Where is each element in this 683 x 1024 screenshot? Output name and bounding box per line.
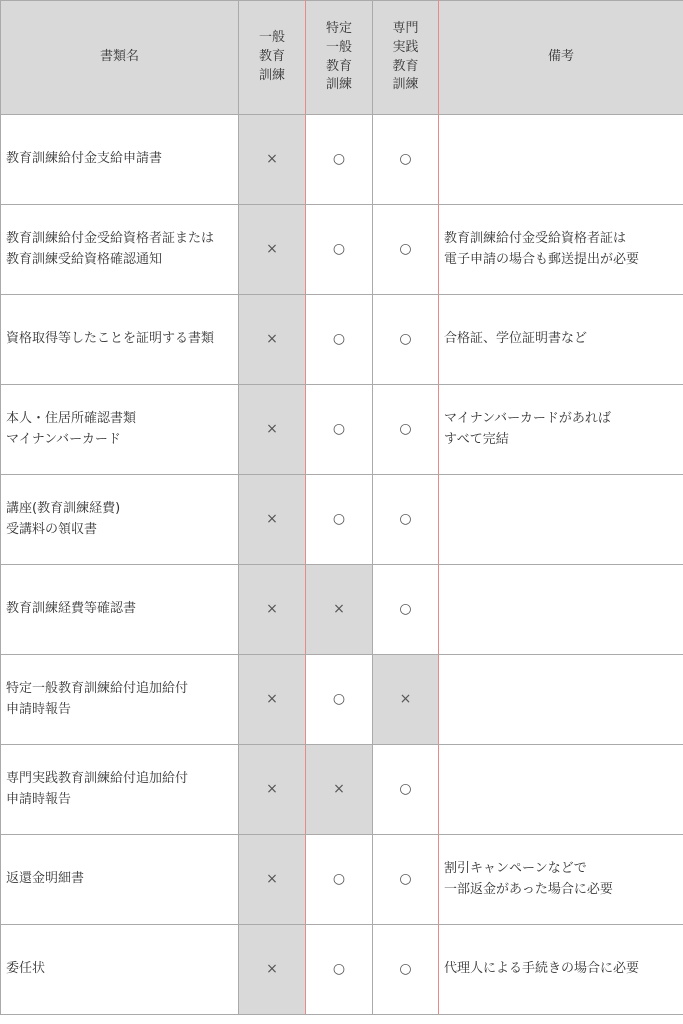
- note-cell-text: 合格証、学位証明書など: [444, 331, 588, 347]
- professional-training-cell-text: ○: [399, 601, 412, 618]
- specific-general-training-cell: [306, 385, 373, 475]
- professional-training-cell-text: ○: [399, 961, 412, 978]
- document-name-cell: [1, 475, 239, 565]
- note-cell: [439, 475, 683, 565]
- document-name-cell-text: 専門実践教育訓練給付追加給付 申請時報告: [6, 770, 189, 807]
- general-training-cell: [239, 295, 306, 385]
- professional-training-cell-text: ×: [399, 691, 412, 708]
- general-training-cell: [239, 835, 306, 925]
- professional-training-cell-text: ○: [399, 871, 412, 888]
- document-name-cell-text: 教育訓練給付金受給資格者証または 教育訓練受給資格確認通知: [6, 230, 215, 267]
- header-row: [1, 1, 683, 115]
- document-name-cell: [1, 745, 239, 835]
- note-cell: [439, 205, 683, 295]
- note-cell-text: 代理人による手続きの場合に必要: [444, 961, 640, 977]
- professional-training-cell: [373, 655, 439, 745]
- specific-general-training-cell: [306, 565, 373, 655]
- professional-training-cell-text: ○: [399, 241, 412, 258]
- professional-training-cell: [373, 835, 439, 925]
- specific-general-training-cell-text: ○: [332, 961, 346, 978]
- specific-general-training-cell: [306, 115, 373, 205]
- note-cell: [439, 835, 683, 925]
- header-note: 備考: [439, 1, 683, 115]
- professional-training-cell-text: ○: [399, 421, 412, 438]
- table-row: [1, 835, 683, 925]
- general-training-cell-text: ×: [266, 241, 278, 258]
- specific-general-training-cell: [306, 745, 373, 835]
- general-training-cell-text: ×: [266, 961, 278, 978]
- table-row: [1, 115, 683, 205]
- professional-training-cell: [373, 295, 439, 385]
- specific-general-training-cell-text: ×: [333, 601, 345, 618]
- general-training-cell: [239, 565, 306, 655]
- general-training-cell-text: ×: [266, 151, 278, 168]
- note-cell: [439, 925, 683, 1015]
- note-cell-text: マイナンバーカードがあれば すべて完結: [444, 410, 611, 447]
- table-row: [1, 385, 683, 475]
- table-row: [1, 295, 683, 385]
- note-cell: [439, 565, 683, 655]
- general-training-cell: [239, 475, 306, 565]
- specific-general-training-cell-text: ○: [332, 241, 346, 258]
- document-name-cell-text: 教育訓練経費等確認書: [6, 601, 137, 617]
- specific-general-training-cell-text: ○: [332, 151, 346, 168]
- table-row: [1, 205, 683, 295]
- document-name-cell: [1, 925, 239, 1015]
- specific-general-training-cell-text: ○: [332, 691, 346, 708]
- specific-general-training-cell: [306, 835, 373, 925]
- specific-general-training-cell: [306, 205, 373, 295]
- general-training-cell-text: ×: [266, 871, 278, 888]
- general-training-cell: [239, 115, 306, 205]
- specific-general-training-cell-text: ×: [333, 781, 345, 798]
- document-name-cell-text: 委任状: [6, 961, 46, 977]
- general-training-cell: [239, 205, 306, 295]
- header-general-training: 一般 教育 訓練: [239, 1, 306, 115]
- table-row: [1, 655, 683, 745]
- document-name-cell: [1, 385, 239, 475]
- document-name-cell-text: 資格取得等したことを証明する書類: [6, 331, 215, 347]
- header-professional-training: 専門 実践 教育 訓練: [373, 1, 439, 115]
- general-training-cell-text: ×: [266, 331, 278, 348]
- professional-training-cell: [373, 925, 439, 1015]
- general-training-cell-text: ×: [266, 781, 278, 798]
- document-name-cell-text: 講座(教育訓練経費) 受講料の領収書: [6, 500, 121, 537]
- professional-training-cell-text: ○: [399, 151, 412, 168]
- document-name-cell: [1, 205, 239, 295]
- specific-general-training-cell-text: ○: [332, 871, 346, 888]
- professional-training-cell-text: ○: [399, 331, 412, 348]
- document-name-cell-text: 本人・住居所確認書類 マイナンバーカード: [6, 410, 137, 447]
- note-cell: [439, 745, 683, 835]
- table-row: [1, 925, 683, 1015]
- note-cell: [439, 655, 683, 745]
- specific-general-training-cell: [306, 655, 373, 745]
- general-training-cell: [239, 745, 306, 835]
- general-training-cell-text: ×: [266, 691, 278, 708]
- document-name-cell-text: 教育訓練給付金支給申請書: [6, 151, 163, 167]
- specific-general-training-cell: [306, 475, 373, 565]
- general-training-cell-text: ×: [266, 601, 278, 618]
- general-training-cell-text: ×: [266, 421, 278, 438]
- general-training-cell: [239, 655, 306, 745]
- general-training-cell: [239, 385, 306, 475]
- document-name-cell: [1, 655, 239, 745]
- document-name-cell: [1, 295, 239, 385]
- header-specific-general-training: 特定 一般 教育 訓練: [306, 1, 373, 115]
- specific-general-training-cell-text: ○: [332, 511, 346, 528]
- professional-training-cell: [373, 745, 439, 835]
- document-name-cell: [1, 565, 239, 655]
- specific-general-training-cell: [306, 295, 373, 385]
- professional-training-cell-text: ○: [399, 511, 412, 528]
- note-cell: [439, 295, 683, 385]
- note-cell-text: 割引キャンペーンなどで 一部返金があった場合に必要: [444, 860, 613, 897]
- document-name-cell: [1, 115, 239, 205]
- note-cell: [439, 385, 683, 475]
- note-cell-text: 教育訓練給付金受給資格者証は 電子申請の場合も郵送提出が必要: [444, 230, 640, 267]
- professional-training-cell: [373, 475, 439, 565]
- specific-general-training-cell-text: ○: [332, 331, 346, 348]
- professional-training-cell: [373, 385, 439, 475]
- general-training-cell: [239, 925, 306, 1015]
- specific-general-training-cell-text: ○: [332, 421, 346, 438]
- document-name-cell: [1, 835, 239, 925]
- document-name-cell-text: 特定一般教育訓練給付追加給付 申請時報告: [6, 680, 189, 717]
- specific-general-training-cell: [306, 925, 373, 1015]
- header-document-name: 書類名: [1, 1, 239, 115]
- professional-training-cell: [373, 115, 439, 205]
- table-row: [1, 565, 683, 655]
- table-row: [1, 745, 683, 835]
- note-cell: [439, 115, 683, 205]
- professional-training-cell-text: ○: [399, 781, 412, 798]
- table-row: [1, 475, 683, 565]
- document-name-cell-text: 返還金明細書: [6, 871, 85, 887]
- professional-training-cell: [373, 205, 439, 295]
- professional-training-cell: [373, 565, 439, 655]
- general-training-cell-text: ×: [266, 511, 278, 528]
